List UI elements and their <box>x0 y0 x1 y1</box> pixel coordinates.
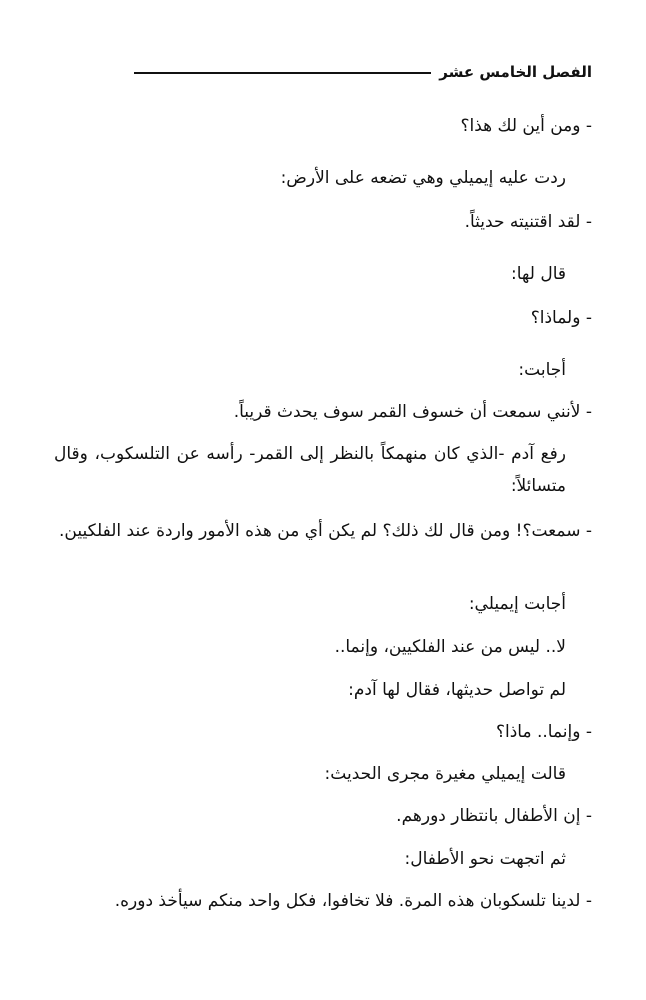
narration-line: أجابت: <box>518 360 566 380</box>
dialogue-paragraph: - لدينا تلسكوبان هذه المرة. فلا تخافوا، فكل واحد منكم سيأخذ دوره. <box>114 891 592 911</box>
chapter-title: الفصل الخامس عشر <box>439 63 592 81</box>
dialogue-line: - لقد اقتنيته حديثاً. <box>464 212 592 232</box>
dialogue-line: - إن الأطفال بانتظار دورهم. <box>396 806 592 826</box>
narration-line: قالت إيميلي مغيرة مجرى الحديث: <box>324 764 566 784</box>
dialogue-line: - وإنما.. ماذا؟ <box>495 722 592 742</box>
narration-line: ثم اتجهت نحو الأطفال: <box>404 849 566 869</box>
dialogue-line: - ولماذا؟ <box>530 308 592 328</box>
narration-line: لا.. ليس من عند الفلكيين، وإنما.. <box>334 637 566 657</box>
chapter-header <box>134 58 592 86</box>
dialogue-paragraph: - سمعت؟! ومن قال لك ذلك؟ لم يكن أي من هذه الأمور واردة عند الفلكيين. <box>59 521 592 541</box>
dialogue-line: - لأنني سمعت أن خسوف القمر سوف يحدث قريباً. <box>233 402 592 422</box>
dialogue-line: - ومن أين لك هذا؟ <box>460 116 592 136</box>
narration-line: قال لها: <box>511 264 566 284</box>
narration-line: أجابت إيميلي: <box>468 594 566 614</box>
header-rule <box>134 72 431 74</box>
narration-line: لم تواصل حديثها، فقال لها آدم: <box>348 680 566 700</box>
narration-line: ردت عليه إيميلي وهي تضعه على الأرض: <box>280 168 566 188</box>
narration-paragraph: رفع آدم -الذي كان منهمكاً بالنظر إلى القمر- رأسه عن التلسكوب، وقال متسائلاً: <box>54 444 566 496</box>
